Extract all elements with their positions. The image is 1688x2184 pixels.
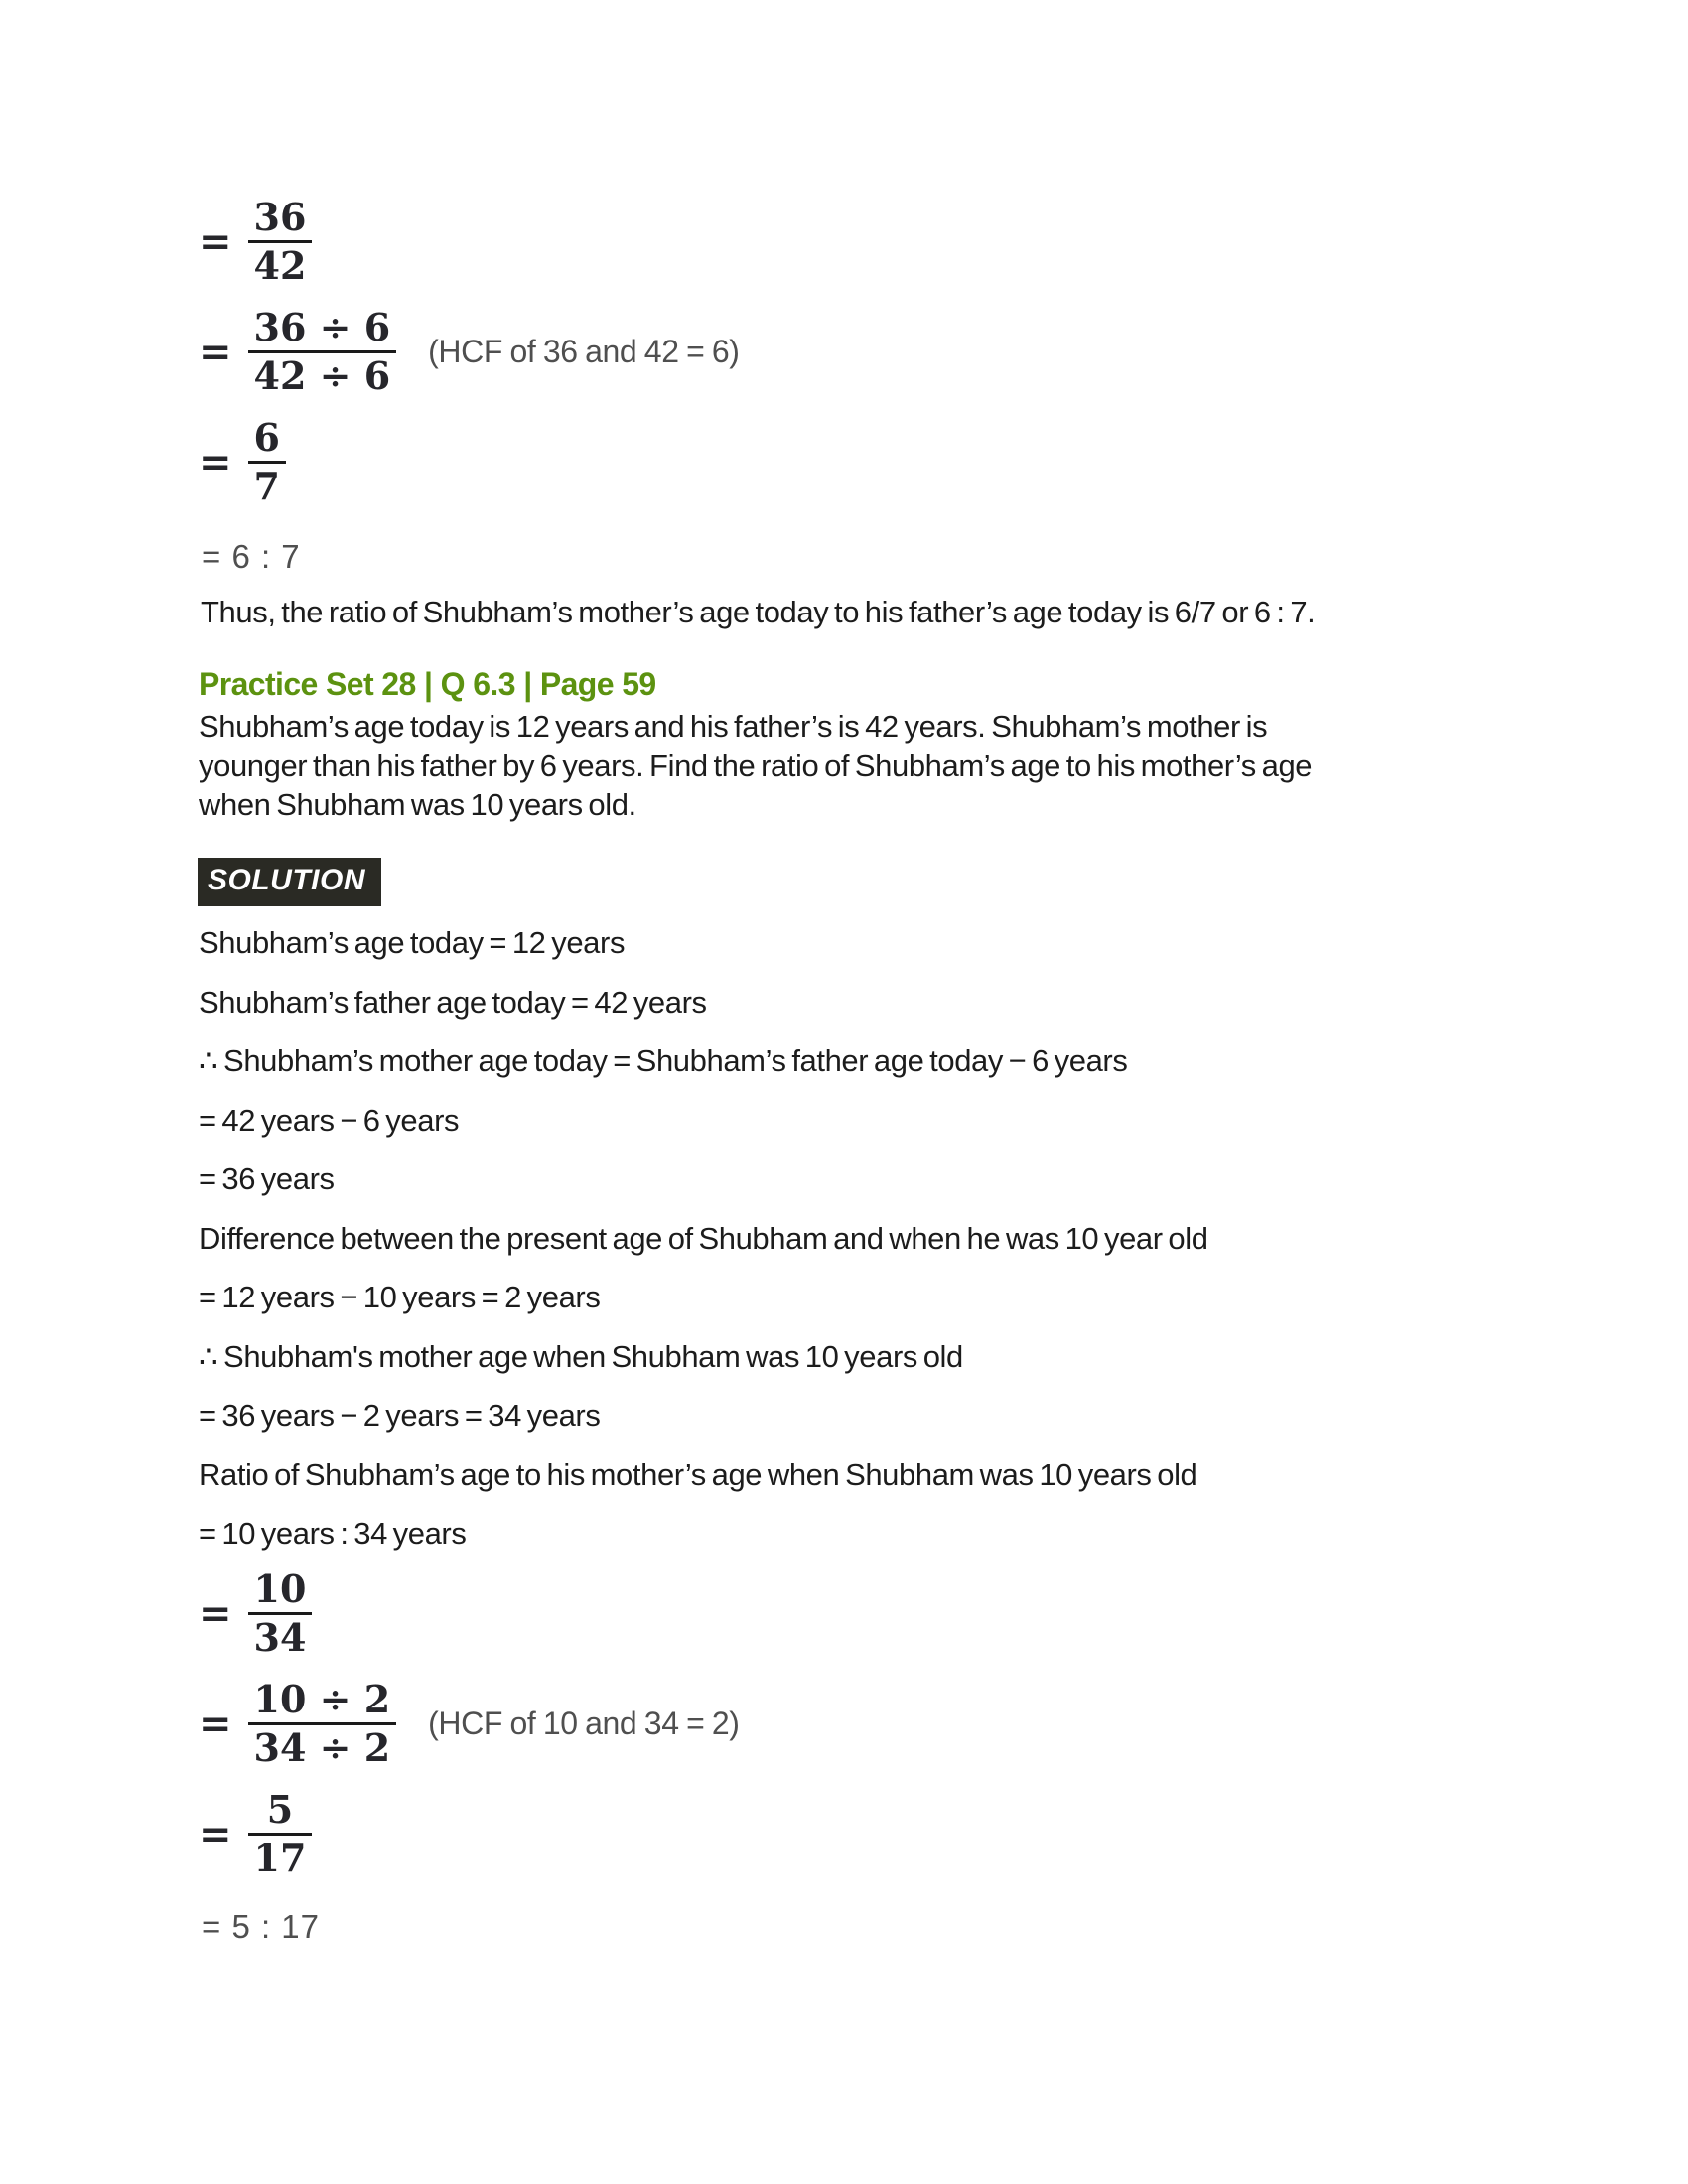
fraction [248,195,313,289]
working-bottom [199,1567,740,1881]
equals-sign: = [199,1811,232,1857]
conclusion-text: Thus, the ratio of Shubham’s mother’s age today to his father’s age today is 6/7 or 6 : 7. [201,595,1316,629]
solution-line: = 12 years − 10 years = 2 years [199,1280,601,1314]
fraction-step [199,415,740,509]
equals-sign: = [199,1701,232,1747]
fraction-denominator: 7 [253,464,280,508]
fraction-denominator: 42 ÷ 6 [253,353,391,398]
question-line: Shubham’s age today is 12 years and his father’s is 42 years. Shubham’s mother is [199,709,1268,744]
question-line: when Shubham was 10 years old. [199,787,636,822]
fraction-step [199,305,740,399]
fraction-denominator: 34 [253,1615,307,1660]
fraction-numerator: 10 [253,1567,307,1611]
fraction [248,1677,397,1771]
solution-line: Difference between the present age of Shubham and when he was 10 year old [199,1220,1208,1256]
fraction-denominator: 34 ÷ 2 [253,1725,391,1770]
fraction-numerator: 6 [253,415,280,460]
fraction-step [199,1677,740,1771]
fraction-numerator: 5 [266,1787,294,1832]
fraction [248,305,397,399]
solution-line: = 36 years [199,1161,335,1196]
solution-steps [199,924,1628,1574]
ratio-result-bottom: = 5 : 17 [202,1908,321,1945]
fraction-step [199,1567,740,1661]
fraction-numerator: 10 ÷ 2 [253,1677,391,1721]
fraction-step [199,195,740,289]
solution-line: = 10 years : 34 years [199,1516,467,1551]
question-heading: Practice Set 28 | Q 6.3 | Page 59 [199,666,656,702]
solution-line: = 36 years − 2 years = 34 years [199,1398,601,1433]
fraction [248,415,286,509]
fraction-numerator: 36 [253,195,307,239]
fraction [248,1787,313,1881]
solution-badge: SOLUTION [198,858,381,906]
hcf-note: (HCF of 36 and 42 = 6) [428,334,740,369]
equals-sign: = [199,329,232,375]
question-line: younger than his father by 6 years. Find the ratio of Shubham’s age to his mother’s age [199,748,1313,783]
fraction-denominator: 17 [253,1836,307,1880]
fraction-step [199,1787,740,1881]
question-text [199,707,1609,825]
equals-sign: = [199,218,232,265]
solution-line: = 42 years − 6 years [199,1102,460,1138]
working-top [199,195,740,509]
ratio-result-top: = 6 : 7 [202,538,301,575]
solution-line: Shubham’s age today = 12 years [199,925,626,960]
equals-sign: = [199,1590,232,1637]
solution-line: Shubham’s father age today = 42 years [199,984,707,1020]
fraction-numerator: 36 ÷ 6 [253,305,391,349]
solution-line: Ratio of Shubham’s age to his mother’s age when Shubham was 10 years old [199,1456,1197,1492]
fraction [248,1567,313,1661]
solution-line: ∴ Shubham's mother age when Shubham was 10 years old [199,1338,963,1374]
solution-line: ∴ Shubham’s mother age today = Shubham’s father age today − 6 years [199,1043,1128,1078]
fraction-denominator: 42 [253,243,307,288]
hcf-note: (HCF of 10 and 34 = 2) [428,1706,740,1741]
equals-sign: = [199,439,232,485]
